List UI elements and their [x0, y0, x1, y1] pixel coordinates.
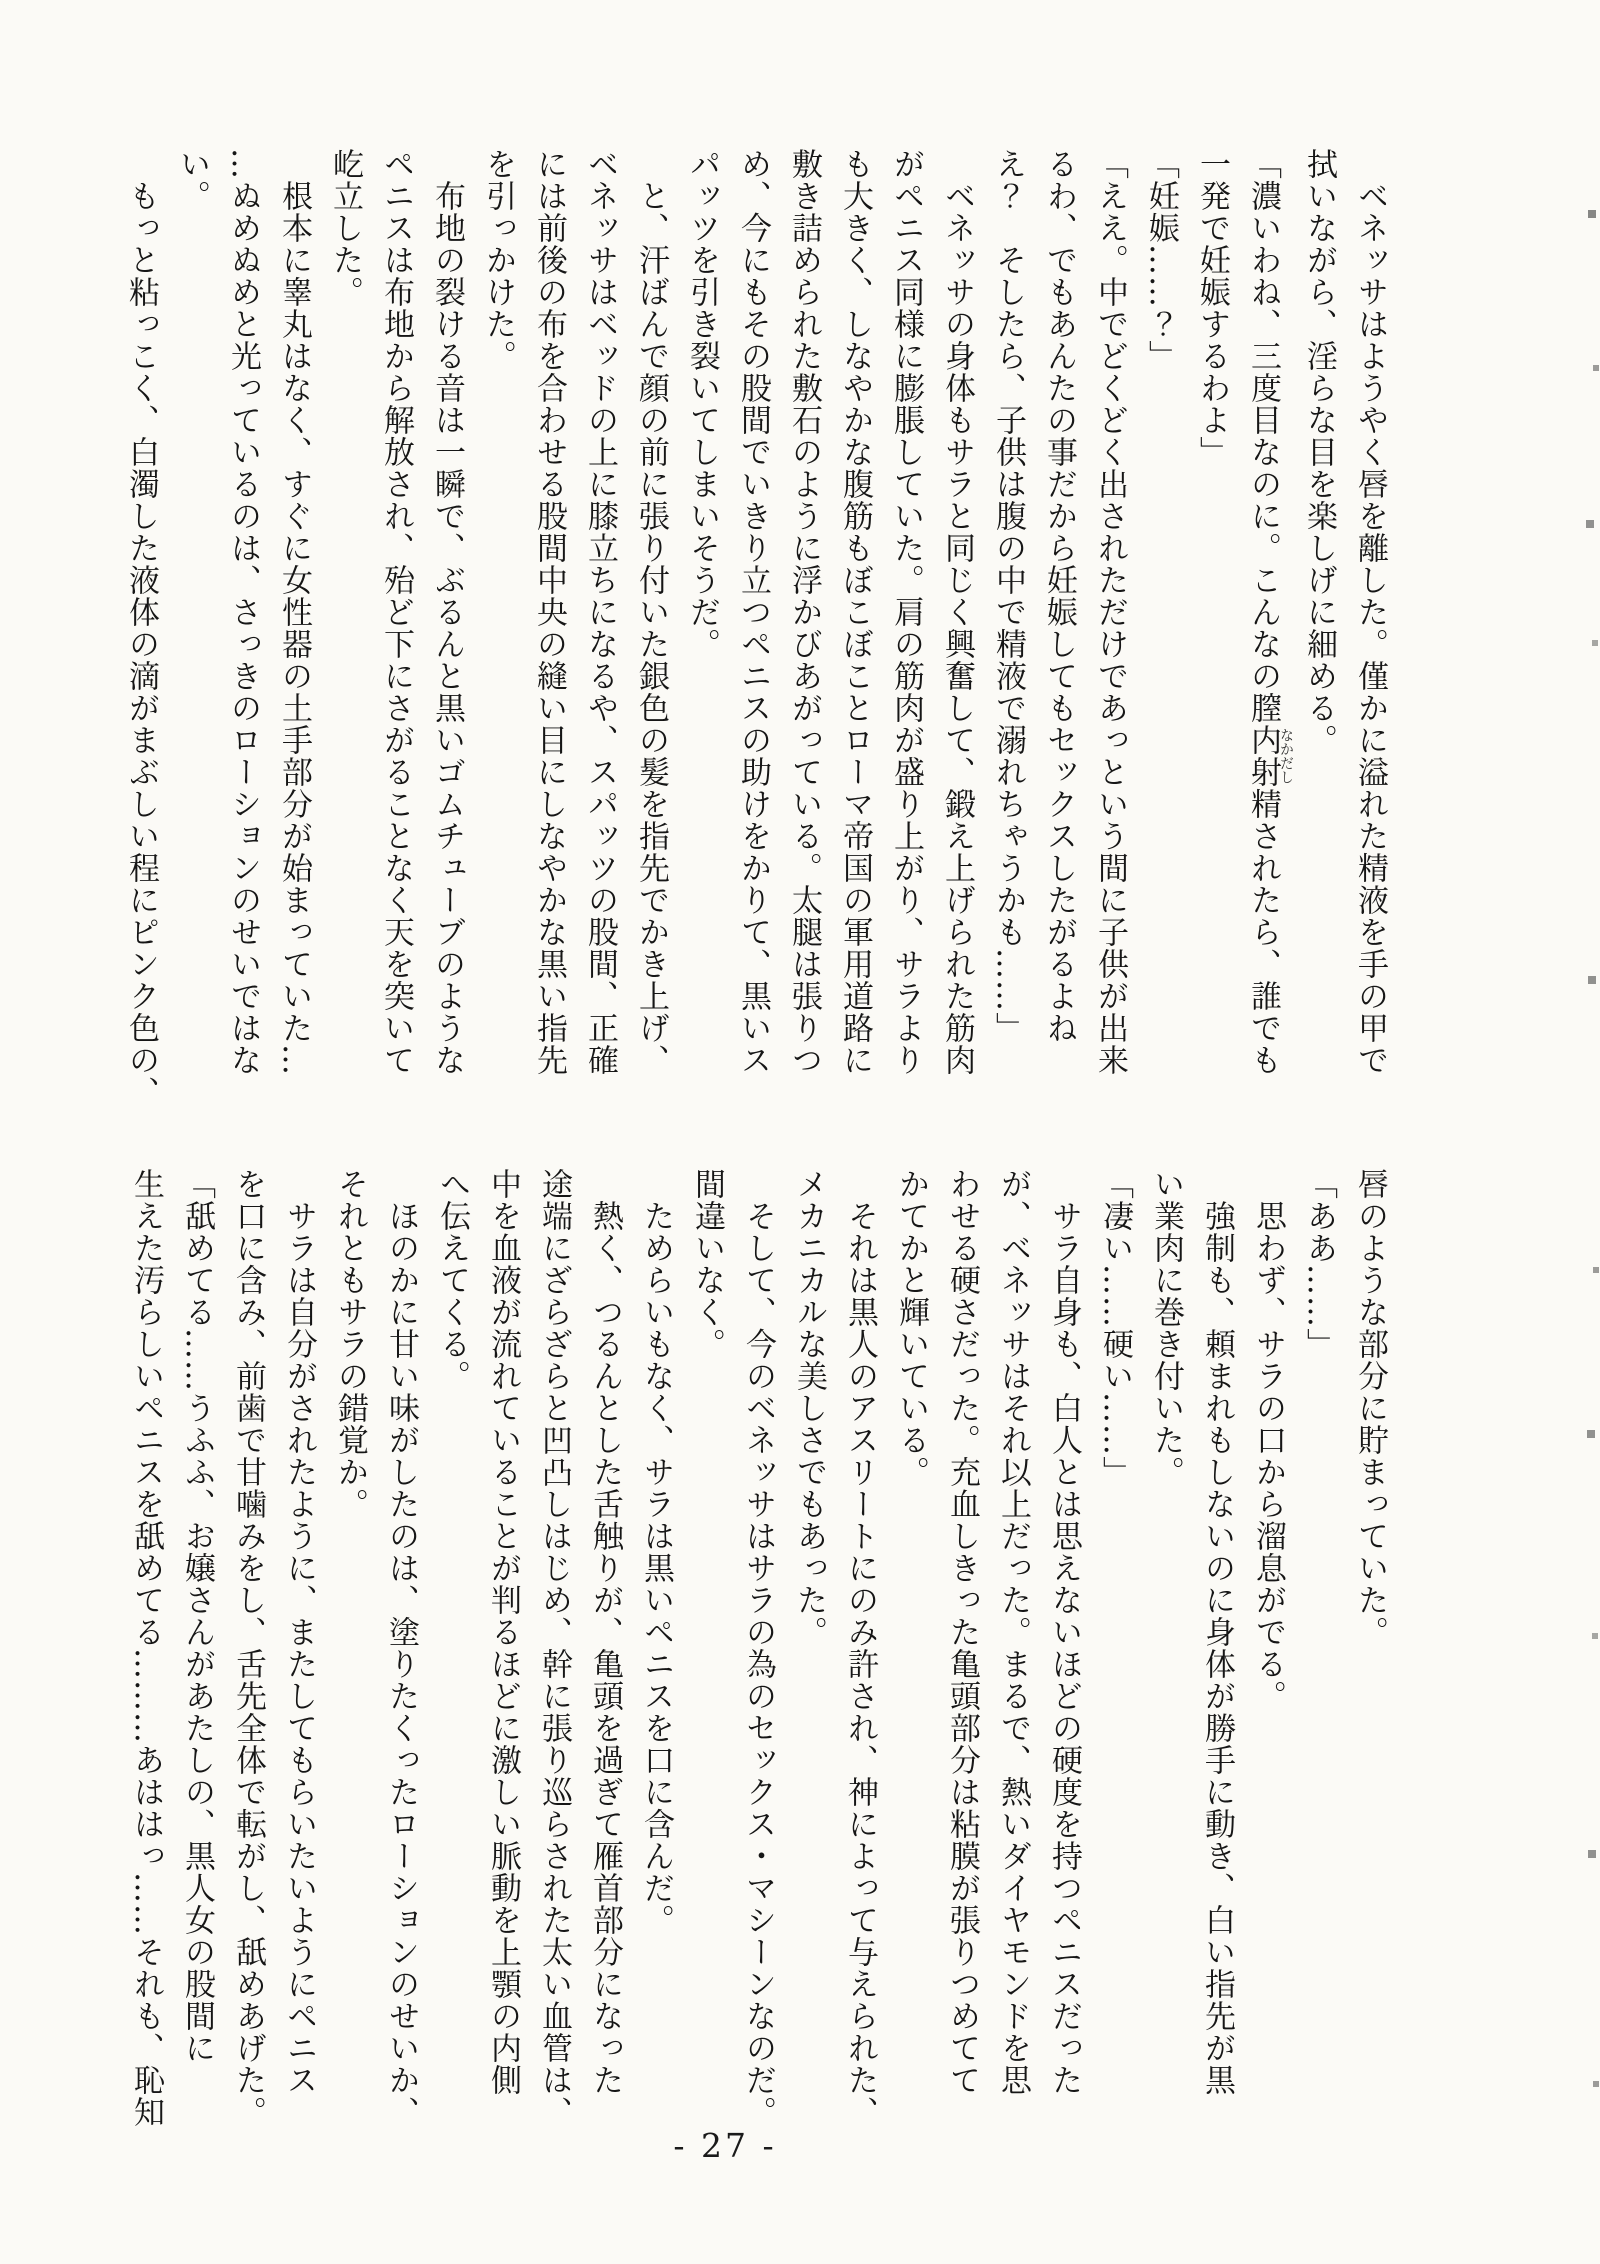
bottom-text-block: [120, 1168, 1395, 2140]
text-line: …ぬめぬめと光っているのは、さっきのローションのせいではな: [225, 148, 261, 1076]
text-line: ベネッサはベッドの上に膝立ちになるや、スパッツの股間、正確: [582, 148, 618, 1076]
text-line: と、汗ばんで顔の前に張り付いた銀色の髪を指先でかき上げ、: [633, 180, 669, 1076]
text-line: パッツを引き裂いてしまいそうだ。: [684, 148, 720, 660]
text-line: 熱く、つるんとした舌触りが、亀頭を過ぎて雁首部分になった: [587, 1200, 623, 2096]
text-line: 敷き詰められた敷石のように浮かびあがっている。太腿は張りつ: [786, 148, 822, 1076]
text-line: 「ああ……」: [1301, 1168, 1337, 1360]
text-line: い。: [174, 148, 210, 212]
text-line: へ伝えてくる。: [434, 1168, 470, 1392]
text-line: が、ベネッサはそれ以上だった。まるで、熱いダイヤモンドを思: [995, 1168, 1031, 2096]
text-line: 思わず、サラの口から溜息がでる。: [1250, 1200, 1286, 1712]
page-number: - 27 -: [673, 2126, 777, 2165]
text-line: 「ええ。中でどくどく出されただけであっという間に子供が出来: [1092, 148, 1128, 1076]
text-line: 「凄い……硬い……」: [1097, 1168, 1133, 1488]
scan-noise-right-edge: [1596, 0, 1600, 4]
text-line: 唇のような部分に貯まっていた。: [1352, 1168, 1388, 1648]
text-line: もっと粘っこく、白濁した液体の滴がまぶしい程にピンク色の、: [123, 180, 159, 1108]
text-line: 布地の裂ける音は一瞬で、ぶるんと黒いゴムチューブのような: [429, 180, 465, 1076]
text-line: サラは自分がされたように、またしてもらいたいようにペニス: [281, 1200, 317, 2096]
text-line: 途端にざらざらと凹凸しはじめ、幹に張り巡らされた太い血管は、: [536, 1168, 572, 2128]
text-line: ほのかに甘い味がしたのは、塗りたくったローションのせいか、: [383, 1200, 419, 2128]
text-line: 「妊娠……？」: [1143, 148, 1179, 372]
text-line: がペニス同様に膨脹していた。肩の筋肉が盛り上がり、サラより: [888, 148, 924, 1076]
text-line: 中を血液が流れていることが判るほどに激しい脈動を上顎の内側: [485, 1168, 521, 2096]
text-line: 間違いなく。: [689, 1168, 725, 1360]
text-line: 「舐めてる……うふふ、お嬢さんがあたしの、黒人女の股間に: [179, 1168, 215, 2064]
text-line: ベネッサはようやく唇を離した。僅かに溢れた精液を手の甲で: [1352, 180, 1388, 1076]
text-line: には前後の布を合わせる股間中央の縫い目にしなやかな黒い指先: [531, 148, 567, 1076]
text-line: サラ自身も、白人とは思えないほどの硬度を持つペニスだった: [1046, 1200, 1082, 2096]
text-line: も大きく、しなやかな腹筋もぼこぼことローマ帝国の軍用道路に: [837, 148, 873, 1076]
text-line: 生えた汚らしいペニスを舐めてる………あははっ……それも、恥知: [128, 1168, 164, 2128]
text-line: 屹立した。: [327, 148, 363, 308]
text-line: それともサラの錯覚か。: [332, 1168, 368, 1520]
text-line: え？ そしたら、子供は腹の中で精液で溺れちゃうかも……」: [990, 148, 1026, 1044]
text-line: 一発で妊娠するわよ」: [1194, 148, 1230, 468]
text-line: め、今にもその股間でいきり立つペニスの助けをかりて、黒いス: [735, 148, 771, 1076]
text-line: ためらいもなく、サラは黒いペニスを口に含んだ。: [638, 1200, 674, 1936]
text-line: そして、今のベネッサはサラの為のセックス・マシーンなのだ。: [740, 1200, 776, 2128]
text-line: ペニスは布地から解放され、殆ど下にさがることなく天を突いて: [378, 148, 414, 1076]
top-text-block: [115, 148, 1395, 1108]
text-line: かてかと輝いている。: [893, 1168, 929, 1488]
text-line: るわ、でもあんたの事だから妊娠してもセックスしたがるよね: [1041, 148, 1077, 1044]
text-line: わせる硬さだった。充血しきった亀頭部分は粘膜が張りつめてて: [944, 1168, 980, 2096]
text-line: 「濃いわね、三度目なのに。こんなの膣内射精なかだしされたら、誰でも: [1245, 148, 1294, 1076]
text-line: それは黒人のアスリートにのみ許され、神によって与えられた、: [842, 1200, 878, 2128]
text-line: 強制も、頼まれもしないのに身体が勝手に動き、白い指先が黒: [1199, 1200, 1235, 2096]
text-line: ベネッサの身体もサラと同じく興奮して、鍛え上げられた筋肉: [939, 180, 975, 1076]
text-line: メカニカルな美しさでもあった。: [791, 1168, 827, 1648]
text-line: を口に含み、前歯で甘噛みをし、舌先全体で転がし、舐めあげた。: [230, 1168, 266, 2128]
text-line: を引っかけた。: [480, 148, 516, 372]
text-line: 根本に睾丸はなく、すぐに女性器の土手部分が始まっていた…: [276, 180, 312, 1076]
text-line: い業肉に巻き付いた。: [1148, 1168, 1184, 1488]
text-line: 拭いながら、淫らな目を楽しげに細める。: [1301, 148, 1337, 756]
